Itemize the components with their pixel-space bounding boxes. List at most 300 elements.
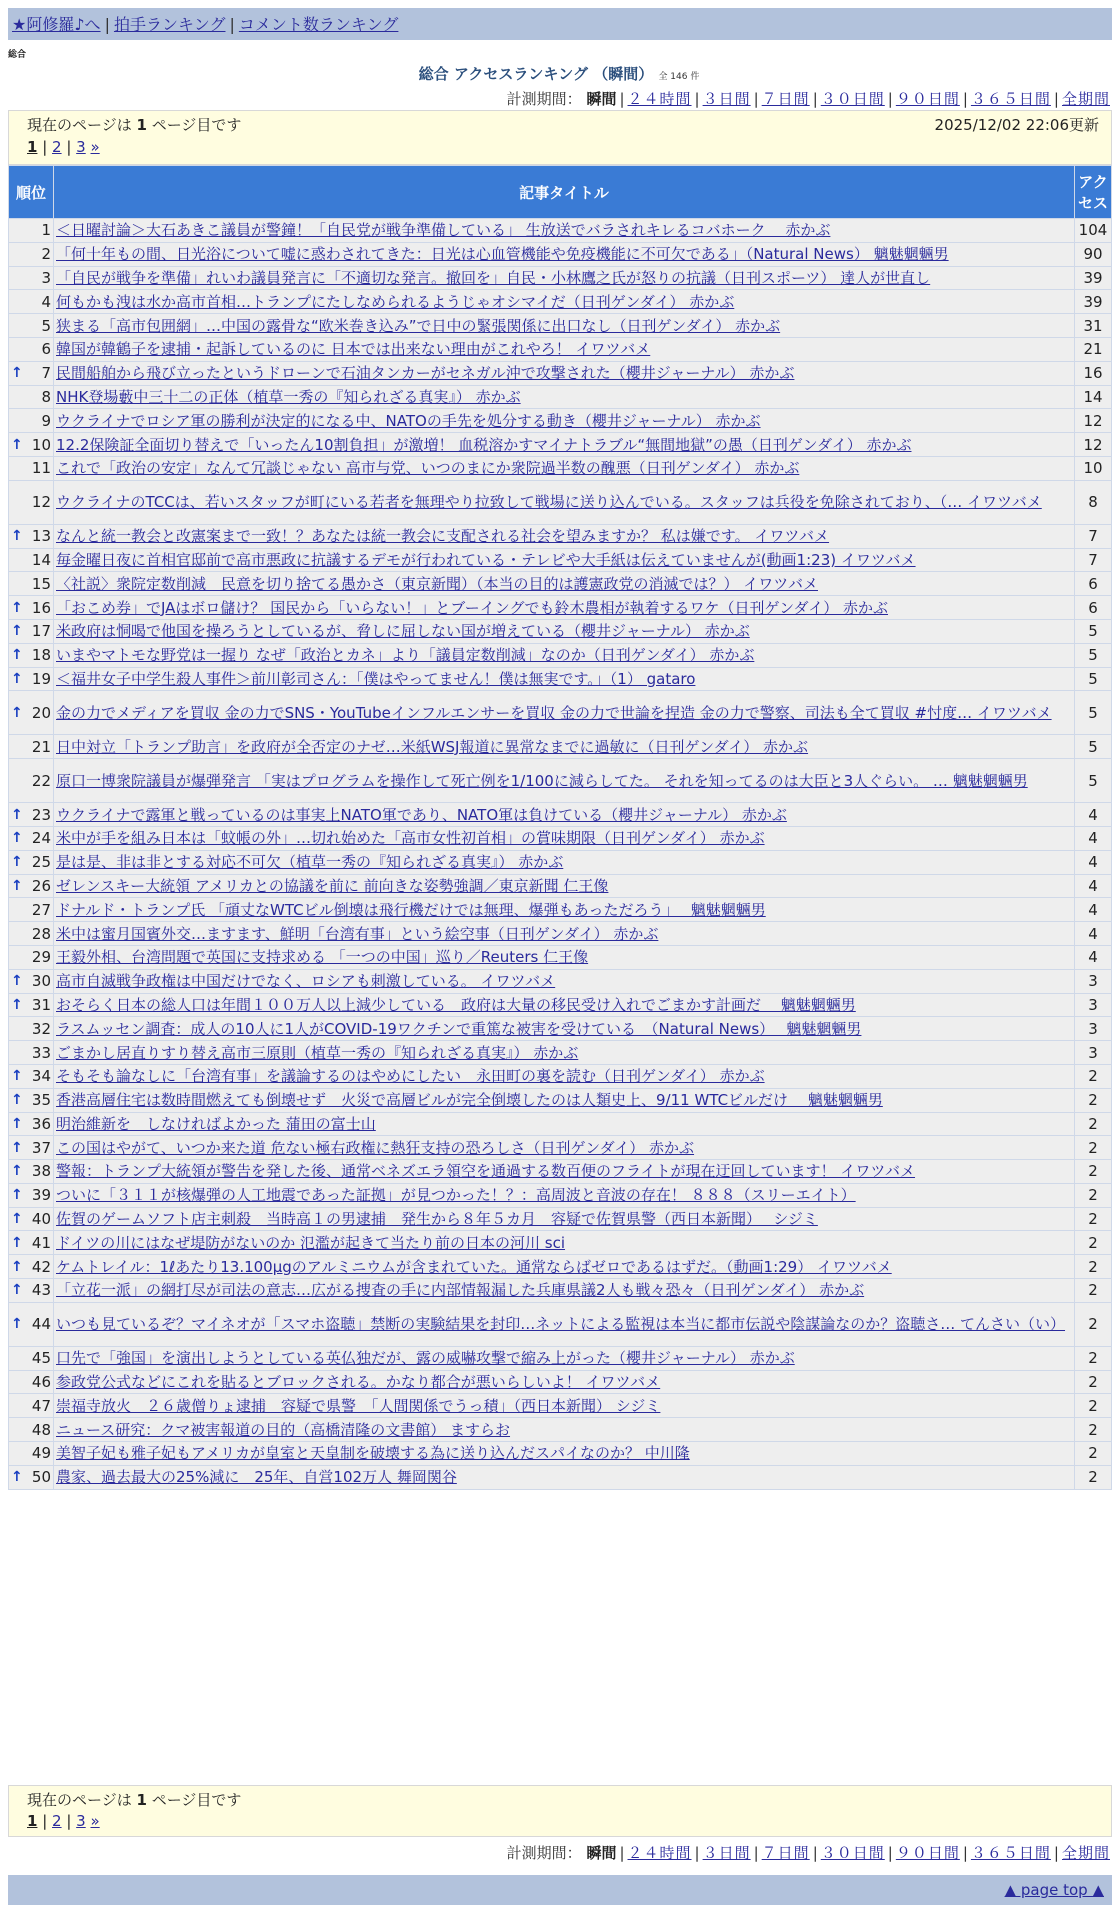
article-title-link[interactable]: 何もかも洩は水か高市首相…トランプにたしなめられるようじゃオシマイだ（日刊ゲンダイ） 赤かぶ bbox=[56, 292, 735, 311]
article-title-link[interactable]: おそらく日本の総人口は年間１００万人以上減少している 政府は大量の移民受け入れでごまかす計画だ 魑魅魍魎男 bbox=[56, 995, 856, 1014]
title-cell bbox=[54, 481, 1074, 524]
title-cell bbox=[54, 338, 1074, 361]
column-header-access: アクセス bbox=[1075, 166, 1111, 218]
rank-number: 35 bbox=[31, 1091, 51, 1110]
rank-cell bbox=[9, 1303, 53, 1346]
title-cell bbox=[54, 759, 1074, 802]
article-title-link[interactable]: ＜福井女子中学生殺人事件＞前川彰司さん：「僕はやってません！僕は無実です。」（1） gataro bbox=[56, 669, 696, 688]
table-row bbox=[9, 290, 1111, 313]
table-row bbox=[9, 1089, 1111, 1112]
rank-number: 28 bbox=[31, 924, 51, 943]
title-cell bbox=[54, 827, 1074, 850]
article-title-link[interactable]: ラスムッセン調査：成人の10人に1人がCOVID-19ワクチンで重篤な被害を受けている （Natural News） 魑魅魍魎男 bbox=[56, 1019, 862, 1038]
article-title-link[interactable]: 韓国が韓鶴子を逮捕・起訴しているのに 日本では出来ない理由がこれやろ！ イワツバメ bbox=[56, 340, 651, 359]
rank-cell bbox=[9, 970, 53, 993]
rank-number: 42 bbox=[31, 1257, 51, 1276]
article-title-link[interactable]: 是は是、非は非とする対応不可欠（植草一秀の『知られざる真実』） 赤かぶ bbox=[56, 853, 564, 872]
article-title-link[interactable]: 米中が手を組み日本は「蚊帳の外」…切れ始めた「高市女性初首相」の賞味期限（日刊ゲンダイ） 赤かぶ bbox=[56, 829, 765, 848]
footer-bar bbox=[8, 1875, 1112, 1905]
pager-page-link[interactable]: 1 bbox=[27, 138, 38, 156]
pager-page-link[interactable]: 3 bbox=[76, 1812, 86, 1830]
access-count: 21 bbox=[1075, 338, 1111, 361]
rank-up-arrow-icon: ↑ bbox=[11, 704, 23, 721]
rank-up-arrow-icon: ↑ bbox=[11, 365, 23, 382]
rank-up-arrow-icon: ↑ bbox=[11, 599, 23, 616]
pager-page-link[interactable]: 1 bbox=[27, 1812, 38, 1830]
period-current: 瞬間 bbox=[586, 90, 617, 108]
period-link[interactable]: ７日間 bbox=[761, 90, 810, 108]
rank-number: 10 bbox=[31, 435, 51, 454]
nav-separator: | bbox=[229, 15, 235, 34]
rank-cell bbox=[9, 481, 53, 524]
rank-number: 20 bbox=[31, 703, 51, 722]
title-cell bbox=[54, 1279, 1074, 1302]
table-row bbox=[9, 572, 1111, 595]
rank-number: 38 bbox=[31, 1162, 51, 1181]
article-title-link[interactable]: 香港高層住宅は数時間燃えても倒壊せず 火災で高層ビルが完全倒壊したのは人類史上、9/11 WTCビルだけ 魑魅魍魎男 bbox=[56, 1091, 883, 1110]
page-info-suffix: ページ目です bbox=[151, 1791, 242, 1809]
rank-up-arrow-icon: ↑ bbox=[11, 623, 23, 640]
title-cell bbox=[54, 1347, 1074, 1370]
rank-up-arrow-icon: ↑ bbox=[11, 647, 23, 664]
rank-cell bbox=[9, 409, 53, 432]
rank-number: 37 bbox=[31, 1138, 51, 1157]
table-row bbox=[9, 433, 1111, 456]
access-count: 2 bbox=[1075, 1418, 1111, 1441]
article-title-link[interactable]: いまやマトモな野党は一握り なぜ「政治とカネ」より「議員定数削減」なのか（日刊ゲンダイ） 赤かぶ bbox=[56, 646, 755, 665]
rank-number: 48 bbox=[31, 1420, 51, 1439]
table-row bbox=[9, 735, 1111, 758]
rank-cell bbox=[9, 433, 53, 456]
title-cell bbox=[54, 1208, 1074, 1231]
title-cell bbox=[54, 620, 1074, 643]
article-title-link[interactable]: 狭まる「高市包囲網」…中国の露骨な“欧米巻き込み”で日中の緊張関係に出口なし（日刊ゲンダイ） 赤かぶ bbox=[56, 316, 781, 335]
access-count: 3 bbox=[1075, 1041, 1111, 1064]
access-count: 2 bbox=[1075, 1089, 1111, 1112]
page-info bbox=[27, 114, 241, 135]
article-title-link[interactable]: ウクライナで露軍と戦っているのは事実上NATO軍であり、NATO軍は負けている（櫻井ジャーナル） 赤かぶ bbox=[56, 805, 787, 824]
title-cell bbox=[54, 433, 1074, 456]
rank-up-arrow-icon: ↑ bbox=[11, 830, 23, 847]
rank-up-arrow-icon: ↑ bbox=[11, 1316, 23, 1333]
rank-number: 29 bbox=[31, 948, 51, 967]
pagination-bottom bbox=[27, 1812, 100, 1830]
rank-number: 5 bbox=[41, 316, 51, 335]
rank-cell bbox=[9, 1231, 53, 1254]
table-row bbox=[9, 1279, 1111, 1302]
table-row bbox=[9, 1041, 1111, 1064]
period-separator: | bbox=[694, 90, 700, 108]
rank-number: 18 bbox=[31, 646, 51, 665]
pagination-top bbox=[27, 138, 100, 156]
updated-timestamp: 2025/12/02 22:06更新 bbox=[934, 116, 1099, 134]
article-title-link[interactable]: いつも見ているぞ？マイネオが「スマホ盗聴」禁断の実験結果を封印…ネットによる監視は本当に都市伝説や陰謀論なのか？盗聴さ… てんさい（い） bbox=[56, 1315, 1066, 1334]
period-link[interactable]: ３６５日間 bbox=[970, 90, 1051, 108]
ranking-title: 総合 アクセスランキング （瞬間） bbox=[418, 65, 654, 83]
article-title-link[interactable]: NHK登場藪中三十二の正体（植草一秀の『知られざる真実』） 赤かぶ bbox=[56, 387, 521, 406]
access-count: 90 bbox=[1075, 243, 1111, 266]
period-selector-top bbox=[507, 88, 1110, 109]
period-link[interactable]: ３日間 bbox=[702, 1844, 751, 1862]
access-count: 2 bbox=[1075, 1394, 1111, 1417]
article-title-link[interactable]: 12.2保険証全面切り替えで「いったん10割負担」が激増！ 血税溶かすマイナトラブル“無間地獄”の愚（日刊ゲンダイ） 赤かぶ bbox=[56, 435, 912, 454]
nav-link-comment-ranking[interactable]: コメント数ランキング bbox=[238, 15, 399, 34]
top-navigation bbox=[8, 8, 1112, 40]
rank-number: 43 bbox=[31, 1281, 51, 1300]
article-title-link[interactable]: 美智子妃も雅子妃もアメリカが皇室と天皇制を破壊する為に送り込んだスパイなのか？ 中川隆 bbox=[56, 1444, 690, 1463]
rank-cell bbox=[9, 386, 53, 409]
rank-number: 41 bbox=[31, 1233, 51, 1252]
page-info-box-top bbox=[8, 110, 1112, 165]
article-title-link[interactable]: 日中対立「トランプ助言」を政府が全否定のナゼ…米紙WSJ報道に異常なまでに過敏に（日刊ゲンダイ） 赤かぶ bbox=[56, 737, 809, 756]
access-count: 5 bbox=[1075, 620, 1111, 643]
rank-number: 21 bbox=[31, 737, 51, 756]
access-count: 14 bbox=[1075, 386, 1111, 409]
rank-cell bbox=[9, 1136, 53, 1159]
rank-cell bbox=[9, 644, 53, 667]
rank-cell bbox=[9, 267, 53, 290]
rank-number: 17 bbox=[31, 622, 51, 641]
access-count: 5 bbox=[1075, 759, 1111, 802]
table-row bbox=[9, 1208, 1111, 1231]
title-cell bbox=[54, 243, 1074, 266]
rank-up-arrow-icon: ↑ bbox=[11, 1139, 23, 1156]
rank-cell bbox=[9, 572, 53, 595]
pager-page-link[interactable]: 3 bbox=[76, 138, 86, 156]
rank-up-arrow-icon: ↑ bbox=[11, 1234, 23, 1251]
title-cell bbox=[54, 851, 1074, 874]
table-row bbox=[9, 875, 1111, 898]
rank-cell bbox=[9, 1089, 53, 1112]
title-cell bbox=[54, 644, 1074, 667]
rank-number: 13 bbox=[31, 527, 51, 546]
access-count: 2 bbox=[1075, 1113, 1111, 1136]
table-header-row bbox=[9, 166, 1111, 218]
article-title-link[interactable]: ニュース研究：クマ被害報道の目的（高橋清隆の文書館） ますらお bbox=[56, 1420, 511, 1439]
article-title-link[interactable]: 明治維新を しなければよかった 蒲田の富士山 bbox=[56, 1114, 376, 1133]
pager-separator: | bbox=[37, 138, 53, 156]
access-count: 2 bbox=[1075, 1231, 1111, 1254]
title-cell bbox=[54, 803, 1074, 826]
pager-next-link[interactable]: » bbox=[90, 1812, 100, 1830]
article-title-link[interactable]: ドナルド・トランプ氏 「頑丈なWTCビル倒壊は飛行機だけでは無理、爆弾もあっただろう」 魑魅魍魎男 bbox=[56, 900, 766, 919]
title-cell bbox=[54, 1231, 1074, 1254]
table-row bbox=[9, 338, 1111, 361]
period-link[interactable]: ３０日間 bbox=[820, 90, 885, 108]
nav-link-applause-ranking[interactable]: 拍手ランキング bbox=[113, 15, 226, 34]
article-title-link[interactable]: 崇福寺放火 ２６歳僧りょ逮捕 容疑で県警 「人間関係でうっ積」（西日本新聞） シジミ bbox=[56, 1396, 661, 1415]
article-title-link[interactable]: 口先で「強国」を演出しようとしている英仏独だが、露の威嚇攻撃で縮み上がった（櫻井ジャーナル） 赤かぶ bbox=[56, 1349, 795, 1368]
ranking-total: 全 146 件 bbox=[658, 72, 700, 82]
rank-number: 9 bbox=[41, 411, 51, 430]
rank-cell bbox=[9, 1065, 53, 1088]
article-title-link[interactable]: 警報：トランプ大統領が警告を発した後、通常ベネズエラ領空を通過する数百便のフライトが現在迂回しています！ イワツバメ bbox=[56, 1162, 916, 1181]
rank-number: 14 bbox=[31, 550, 51, 569]
period-separator: | bbox=[812, 90, 818, 108]
rank-up-arrow-icon: ↑ bbox=[11, 854, 23, 871]
rank-up-arrow-icon: ↑ bbox=[11, 1092, 23, 1109]
rank-cell bbox=[9, 827, 53, 850]
access-count: 5 bbox=[1075, 644, 1111, 667]
table-row bbox=[9, 386, 1111, 409]
title-cell bbox=[54, 290, 1074, 313]
table-row bbox=[9, 267, 1111, 290]
rank-cell bbox=[9, 525, 53, 548]
period-label: 計測期間： bbox=[506, 1844, 582, 1862]
pager-page-link[interactable]: 2 bbox=[52, 138, 62, 156]
rank-number: 39 bbox=[31, 1186, 51, 1205]
nav-separator: | bbox=[104, 15, 110, 34]
rank-number: 25 bbox=[31, 853, 51, 872]
table-row bbox=[9, 644, 1111, 667]
access-count: 2 bbox=[1075, 1065, 1111, 1088]
rank-up-arrow-icon: ↑ bbox=[11, 670, 23, 687]
period-link[interactable]: ２４時間 bbox=[627, 90, 692, 108]
rank-cell bbox=[9, 457, 53, 480]
article-title-link[interactable]: 農家、過去最大の25%減に 25年、自営102万人 舞岡関谷 bbox=[56, 1468, 457, 1487]
rank-cell bbox=[9, 668, 53, 691]
rank-cell bbox=[9, 1418, 53, 1441]
rank-up-arrow-icon: ↑ bbox=[11, 528, 23, 545]
title-cell bbox=[54, 596, 1074, 619]
rank-number: 33 bbox=[31, 1043, 51, 1062]
access-count: 39 bbox=[1075, 267, 1111, 290]
article-title-link[interactable]: 「おこめ券」でJAはボロ儲け？ 国民から「いらない！」とブーイングでも鈴木農相が執着するワケ（日刊ゲンダイ） 赤かぶ bbox=[56, 598, 889, 617]
table-row bbox=[9, 1371, 1111, 1394]
article-title-link[interactable]: 高市自滅戦争政権は中国だけでなく、ロシアも刺激している。 イワツバメ bbox=[56, 972, 556, 991]
rank-number: 7 bbox=[41, 364, 51, 383]
period-link[interactable]: ９０日間 bbox=[895, 1844, 960, 1862]
nav-link-asyura-home[interactable]: ★阿修羅♪へ bbox=[12, 15, 101, 34]
table-row bbox=[9, 1017, 1111, 1040]
title-cell bbox=[54, 549, 1074, 572]
title-cell bbox=[54, 970, 1074, 993]
period-separator: | bbox=[753, 90, 759, 108]
article-title-link[interactable]: 「立花一派」の網打尽が司法の意志…広がる捜査の手に内部情報漏した兵庫県議2人も戦々恐々（日刊ゲンダイ） 赤かぶ bbox=[56, 1281, 865, 1300]
table-row bbox=[9, 243, 1111, 266]
table-row bbox=[9, 1184, 1111, 1207]
access-count: 4 bbox=[1075, 946, 1111, 969]
access-count: 2 bbox=[1075, 1208, 1111, 1231]
rank-number: 16 bbox=[31, 598, 51, 617]
rank-cell bbox=[9, 1347, 53, 1370]
rank-cell bbox=[9, 1113, 53, 1136]
table-row bbox=[9, 549, 1111, 572]
article-title-link[interactable]: この国はやがて、いつか来た道 危ない極右政権に熱狂支持の恐ろしさ（日刊ゲンダイ） 赤かぶ bbox=[56, 1138, 695, 1157]
period-separator: | bbox=[962, 90, 968, 108]
title-cell bbox=[54, 409, 1074, 432]
table-row bbox=[9, 1136, 1111, 1159]
pager-next-link[interactable]: » bbox=[90, 138, 100, 156]
table-row bbox=[9, 691, 1111, 734]
page-info-box-bottom bbox=[8, 1785, 1112, 1837]
access-count: 5 bbox=[1075, 735, 1111, 758]
access-count: 16 bbox=[1075, 362, 1111, 385]
rank-number: 36 bbox=[31, 1114, 51, 1133]
title-cell bbox=[54, 572, 1074, 595]
period-link[interactable]: 全期間 bbox=[1061, 1844, 1110, 1862]
title-cell bbox=[54, 1394, 1074, 1417]
rank-up-arrow-icon: ↑ bbox=[11, 1211, 23, 1228]
rank-cell bbox=[9, 1279, 53, 1302]
rank-cell bbox=[9, 922, 53, 945]
article-title-link[interactable]: 佐賀のゲームソフト店主刺殺 当時高１の男逮捕 発生から８年５カ月 容疑で佐賀県警（西日本新聞） シジミ bbox=[56, 1210, 818, 1229]
title-cell bbox=[54, 1136, 1074, 1159]
article-title-link[interactable]: 「何十年もの間、日光浴について嘘に惑わされてきた：日光は心血管機能や免疫機能に不可欠である」（Natural News） 魑魅魍魎男 bbox=[56, 245, 949, 264]
period-separator: | bbox=[753, 1844, 759, 1862]
title-cell bbox=[54, 946, 1074, 969]
access-count: 2 bbox=[1075, 1279, 1111, 1302]
access-count: 3 bbox=[1075, 1017, 1111, 1040]
rank-number: 45 bbox=[31, 1349, 51, 1368]
access-count: 4 bbox=[1075, 875, 1111, 898]
article-title-link[interactable]: 原口一博衆院議員が爆弾発言 「実はプログラムを操作して死亡例を1/100に減らしてた。 それを知ってるのは大臣と3人ぐらい。 … 魑魅魍魎男 bbox=[56, 771, 1028, 790]
article-title-link[interactable]: 金の力でメディアを買収 金の力でSNS・YouTubeインフルエンサーを買収 金の力で世論を捏造 金の力で警察、司法も全て買収 #忖度… イワツバメ bbox=[56, 703, 1052, 722]
article-title-link[interactable]: ウクライナのTCCは、若いスタッフが町にいる若者を無理やり拉致して戦場に送り込んでいる。スタッフは兵役を免除されており、（… イワツバメ bbox=[56, 493, 1042, 512]
period-link[interactable]: ７日間 bbox=[761, 1844, 810, 1862]
rank-cell bbox=[9, 1041, 53, 1064]
article-title-link[interactable]: ゼレンスキー大統領 アメリカとの協議を前に 前向きな姿勢強調／東京新聞 仁王像 bbox=[56, 876, 609, 895]
rank-cell bbox=[9, 1442, 53, 1465]
article-title-link[interactable]: 米中は蜜月国賓外交…ますます、鮮明「台湾有事」という絵空事（日刊ゲンダイ） 赤かぶ bbox=[56, 924, 659, 943]
page-info-prefix: 現在のページは bbox=[27, 1791, 132, 1809]
title-cell bbox=[54, 1303, 1074, 1346]
access-count: 7 bbox=[1075, 525, 1111, 548]
table-row bbox=[9, 362, 1111, 385]
rank-cell bbox=[9, 362, 53, 385]
rank-cell bbox=[9, 759, 53, 802]
article-title-link[interactable]: ごまかし居直りすり替え高市三原則（植草一秀の『知られざる真実』） 赤かぶ bbox=[56, 1043, 579, 1062]
page-top-link[interactable]: ▲ page top ▲ bbox=[1004, 1881, 1104, 1899]
period-link[interactable]: ３６５日間 bbox=[970, 1844, 1051, 1862]
rank-cell bbox=[9, 549, 53, 572]
access-count: 3 bbox=[1075, 994, 1111, 1017]
rank-up-arrow-icon: ↑ bbox=[11, 806, 23, 823]
title-cell bbox=[54, 1113, 1074, 1136]
title-cell bbox=[54, 1466, 1074, 1489]
rank-number: 32 bbox=[31, 1019, 51, 1038]
table-row bbox=[9, 457, 1111, 480]
access-count: 12 bbox=[1075, 409, 1111, 432]
article-title-link[interactable]: 参政党公式などにこれを貼るとブロックされる。かなり都合が悪いらしいよ！ イワツバメ bbox=[56, 1373, 661, 1392]
period-link[interactable]: ２４時間 bbox=[627, 1844, 692, 1862]
article-title-link[interactable]: そもそも論なしに「台湾有事」を議論するのはやめにしたい 永田町の裏を読む（日刊ゲンダイ） 赤かぶ bbox=[56, 1067, 765, 1086]
article-title-link[interactable]: ケムトレイル：1ℓあたり13.100μgのアルミニウムが含まれていた。通常ならばゼロであるはずだ。（動画1:29） イワツバメ bbox=[56, 1257, 892, 1276]
article-title-link[interactable]: 〈社説〉衆院定数削減 民意を切り捨てる愚かさ（東京新聞）（本当の目的は護憲政党の消滅では？） イワツバメ bbox=[56, 574, 818, 593]
title-cell bbox=[54, 1160, 1074, 1183]
rank-number: 34 bbox=[31, 1067, 51, 1086]
access-count: 10 bbox=[1075, 457, 1111, 480]
title-cell bbox=[54, 691, 1074, 734]
rank-number: 6 bbox=[41, 340, 51, 359]
rank-cell bbox=[9, 1371, 53, 1394]
pager-separator: | bbox=[61, 138, 77, 156]
rank-number: 50 bbox=[31, 1468, 51, 1487]
rank-number: 47 bbox=[31, 1396, 51, 1415]
period-link[interactable]: 全期間 bbox=[1061, 90, 1110, 108]
article-title-link[interactable]: なんと統一教会と改憲案まで一致！？あなたは統一教会に支配される社会を望みますか？ 私は嫌です。 イワツバメ bbox=[56, 527, 830, 546]
access-count: 39 bbox=[1075, 290, 1111, 313]
article-title-link[interactable]: 王毅外相、台湾問題で英国に支持求める 「一つの中国」巡り／Reuters 仁王像 bbox=[56, 948, 589, 967]
period-link[interactable]: ３日間 bbox=[702, 90, 751, 108]
period-label: 計測期間： bbox=[506, 90, 582, 108]
table-row bbox=[9, 994, 1111, 1017]
period-link[interactable]: ３０日間 bbox=[820, 1844, 885, 1862]
title-cell bbox=[54, 1089, 1074, 1112]
rank-cell bbox=[9, 1208, 53, 1231]
table-row bbox=[9, 409, 1111, 432]
rank-cell bbox=[9, 994, 53, 1017]
article-title-link[interactable]: 米政府は恫喝で他国を操ろうとしているが、脅しに屈しない国が増えている（櫻井ジャーナル） 赤かぶ bbox=[56, 622, 750, 641]
period-link[interactable]: ９０日間 bbox=[895, 90, 960, 108]
period-separator: | bbox=[812, 1844, 818, 1862]
article-title-link[interactable]: ついに「３１１が核爆弾の人工地震であった証拠」が見つかった！？：高周波と音波の存在！ ８８８（スリーエイト） bbox=[56, 1186, 856, 1205]
title-cell bbox=[54, 1017, 1074, 1040]
column-header-title: 記事タイトル bbox=[54, 166, 1074, 218]
rank-up-arrow-icon: ↑ bbox=[11, 1163, 23, 1180]
title-cell bbox=[54, 1371, 1074, 1394]
rank-up-arrow-icon: ↑ bbox=[11, 973, 23, 990]
article-title-link[interactable]: ウクライナでロシア軍の勝利が決定的になる中、NATOの手先を処分する動き（櫻井ジャーナル） 赤かぶ bbox=[56, 411, 761, 430]
article-title-link[interactable]: ドイツの川にはなぜ堤防がないのか 氾濫が起きて当たり前の日本の河川 sci bbox=[56, 1233, 566, 1252]
table-row bbox=[9, 1160, 1111, 1183]
period-separator: | bbox=[887, 90, 893, 108]
title-cell bbox=[54, 267, 1074, 290]
access-count: 2 bbox=[1075, 1255, 1111, 1278]
period-separator: | bbox=[887, 1844, 893, 1862]
table-row bbox=[9, 946, 1111, 969]
access-count: 4 bbox=[1075, 922, 1111, 945]
access-count: 2 bbox=[1075, 1442, 1111, 1465]
page-info bbox=[27, 1789, 241, 1810]
article-title-link[interactable]: ＜日曜討論＞大石あきこ議員が警鐘！「自民党が戦争準備している」 生放送でバラされキレるコバホーク 赤かぶ bbox=[56, 221, 831, 240]
article-title-link[interactable]: 毎金曜日夜に首相官邸前で高市悪政に抗議するデモが行われている・テレビや大手紙は伝えていませんが(動画1:23) イワツバメ bbox=[56, 550, 916, 569]
rank-cell bbox=[9, 1184, 53, 1207]
title-cell bbox=[54, 525, 1074, 548]
table-row bbox=[9, 759, 1111, 802]
rank-cell bbox=[9, 875, 53, 898]
title-cell bbox=[54, 1442, 1074, 1465]
rank-up-arrow-icon: ↑ bbox=[11, 877, 23, 894]
access-count: 2 bbox=[1075, 1303, 1111, 1346]
rank-number: 11 bbox=[31, 459, 51, 478]
rank-number: 4 bbox=[41, 292, 51, 311]
article-title-link[interactable]: 「自民が戦争を準備」れいわ議員発言に「不適切な発言。撤回を」自民・小林鷹之氏が怒りの抗議（日刊スポーツ） 達人が世直し bbox=[56, 268, 931, 287]
access-count: 6 bbox=[1075, 596, 1111, 619]
access-count: 31 bbox=[1075, 314, 1111, 337]
rank-cell bbox=[9, 596, 53, 619]
rank-cell bbox=[9, 1017, 53, 1040]
article-title-link[interactable]: これで「政治の安定」なんて冗談じゃない 高市与党、いつのまにか衆院過半数の醜悪（日刊ゲンダイ） 赤かぶ bbox=[56, 459, 800, 478]
rank-cell bbox=[9, 735, 53, 758]
period-separator: | bbox=[619, 1844, 625, 1862]
pager-page-link[interactable]: 2 bbox=[52, 1812, 62, 1830]
rank-cell bbox=[9, 691, 53, 734]
table-row bbox=[9, 970, 1111, 993]
rank-up-arrow-icon: ↑ bbox=[11, 436, 23, 453]
rank-number: 46 bbox=[31, 1373, 51, 1392]
page-info-suffix: ページ目です bbox=[151, 116, 242, 134]
table-row bbox=[9, 1466, 1111, 1489]
rank-number: 26 bbox=[31, 876, 51, 895]
access-count: 7 bbox=[1075, 549, 1111, 572]
access-count: 2 bbox=[1075, 1371, 1111, 1394]
page-info-current: 1 bbox=[136, 1791, 147, 1809]
article-title-link[interactable]: 民間船舶から飛び立ったというドローンで石油タンカーがセネガル沖で攻撃された（櫻井ジャーナル） 赤かぶ bbox=[56, 364, 795, 383]
ranking-table-body bbox=[9, 219, 1111, 1489]
column-header-rank: 順位 bbox=[9, 166, 53, 218]
title-cell bbox=[54, 1041, 1074, 1064]
